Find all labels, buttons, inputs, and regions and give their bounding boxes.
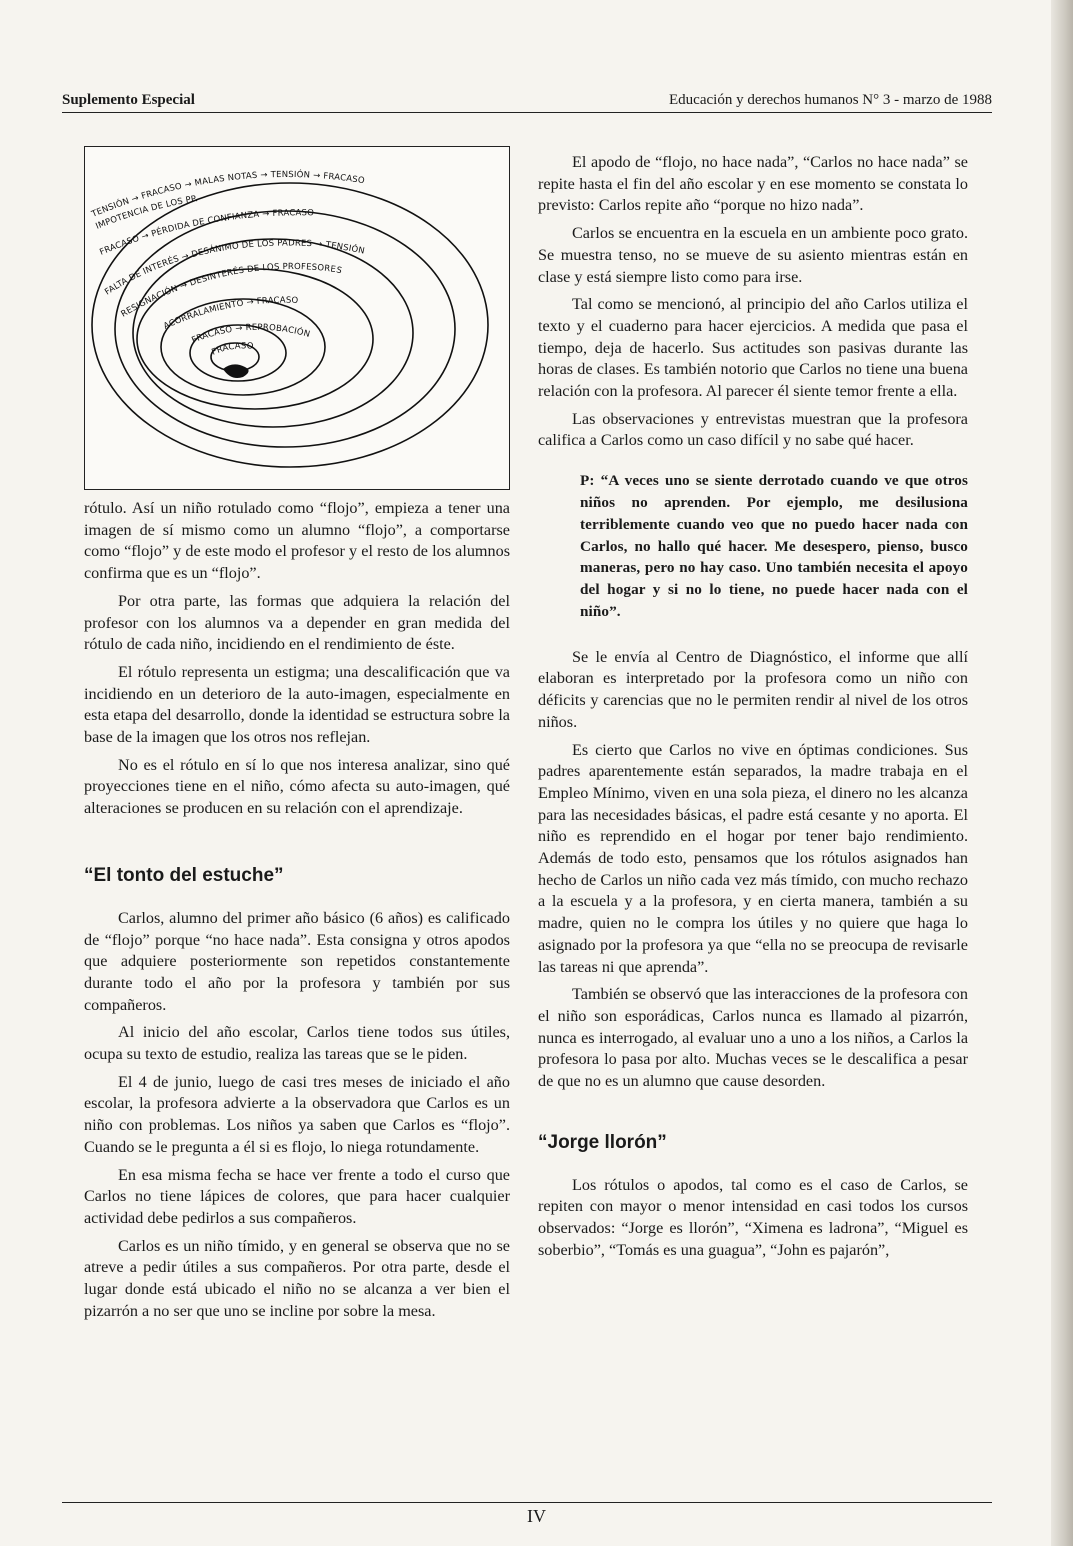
page-edge-shadow [1051, 0, 1073, 1546]
ring1-inner-label: IMPOTENCIA DE LOS PP. [94, 193, 199, 232]
left-paragraph-4: No es el rótulo en sí lo que nos interesa analizar, sino qué proyecciones tiene en el niño, cómo afecta su auto-imagen, qué alteraciones se producen en su relación con el aprendizaje. [84, 755, 510, 818]
header-left: Suplemento Especial [62, 92, 195, 108]
right-paragraph-4: Las observaciones y entrevistas muestran que la profesora califica a Carlos como un caso difícil y no sabe qué hacer. [538, 409, 968, 450]
left-section-paragraph-4: En esa misma fecha se hace ver frente a todo el curso que Carlos no tiene lápices de colores, que para hacer cualquier actividad debe pedirlos a sus compañeros. [84, 1165, 510, 1227]
ring6-label: FRACASO → REPROBACIÓN [190, 322, 312, 346]
spiral-ring-outer [92, 183, 488, 467]
spiral-center-mark [223, 364, 249, 378]
left-section-paragraph-2: Al inicio del año escolar, Carlos tiene todos sus útiles, ocupa su texto de estudio, realiza las tareas que se le piden. [84, 1023, 510, 1064]
right-column [538, 152, 968, 1268]
left-column [84, 498, 510, 1329]
left-paragraph-2: Por otra parte, las formas que adquiera la relación del profesor con los alumnos va a depender en gran medida del rótulo de cada niño, incidiendo en el rendimiento de éste. [84, 591, 510, 654]
spiral-diagram [84, 146, 510, 490]
right-paragraph-6: Es cierto que Carlos no vive en óptimas condiciones. Sus padres aparentemente están separados, la madre trabaja en el Empleo Mínimo, viven en una sola pieza, el dinero no les alcanza para las necesidades básicas, el padre está cesante y no aporta. El niño es reprendido en el hogar por tener bajo rendimiento. Además de todo esto, pensamos que los rótulos asignados han hecho de Carlos un niño cada vez más tímido, con mucho rechazo a la escuela y a la profesora, y en cierta manera, también a su madre, quien no le compra los útiles y no quiere que haga lo asignado por la profesora ya que “ella no se preocupa de revisarle las tareas ni que aprenda”. [538, 740, 968, 976]
left-section-paragraph-1: Carlos, alumno del primer año básico (6 años) es calificado de “flojo” porque “no hace nada”. Esta consigna y otros apodos que adquiere posteriormente son repetidos constantemente durante todo el año por la profesora y también por sus compañeros. [84, 908, 510, 1014]
left-paragraph-1: rótulo. Así un niño rotulado como “flojo”, empieza a tener una imagen de sí mismo como un alumno “flojo”, a comportarse como “flojo” y de este modo el profesor y el resto de los alumnos confirma que es un “flojo”. [84, 499, 510, 583]
ring7-label: FRACASO [210, 341, 254, 358]
right-paragraph-1: El apodo de “flojo, no hace nada”, “Carlos no hace nada” se repite hasta el fin del año escolar y en ese momento se constata lo previsto: Carlos repite año “porque no hizo nada”. [538, 153, 968, 215]
ring5-label: ACORRALAMIENTO → FRACASO [162, 295, 299, 332]
right-paragraph-2: Carlos se encuentra en la escuela en un ambiente poco grato. Se muestra tenso, no se mueve de su asiento mientras están en clase y está siempre listo como para irse. [538, 224, 968, 286]
right-section-paragraph-1: Los rótulos o apodos, tal como es el caso de Carlos, se repiten con mayor o menor intensidad en casi todos los cursos observados: “Jorge es llorón”, “Ximena es ladrona”, “Miguel es soberbio”, “Tomás es una guagua”, “John es pajarón”, [538, 1175, 968, 1259]
right-paragraph-5: Se le envía al Centro de Diagnóstico, el informe que allí elaboran es interpretado por la profesora como un niño con déficits y carencias que no le permiten rendir al nivel de los otros niños. [538, 647, 968, 731]
page-number: IV [527, 1506, 546, 1526]
ring1-label: TENSIÓN → FRACASO → MALAS NOTAS → TENSIÓN → FRACASO [90, 169, 366, 220]
section-title-tonto-del-estuche: “El tonto del estuche” [84, 864, 284, 886]
page-header [62, 92, 992, 113]
teacher-quote: P: “A veces uno se siente derrotado cuando ve que otros niños no aprenden. Por ejemplo, me desilusiona terriblemente cuando veo que no puedo hacer nada con Carlos, no hallo qué hacer. Me desespero, pienso, busco maneras, pero no hay caso. Uno también necesita el apoyo del hogar y si no lo tiene, no puede hacer nada con el niño”. [580, 472, 968, 620]
section-title-jorge-lloron: “Jorge llorón” [538, 1131, 667, 1153]
spiral-diagram-svg [85, 147, 509, 489]
left-section-paragraph-5: Carlos es un niño tímido, y en general se observa que no se atreve a pedir útiles a sus compañeros. Por otra parte, desde el lugar donde está ubicado el niño no se alcanza a ver bien el pizarrón a no ser que uno se incline por sobre la mesa. [84, 1236, 510, 1320]
left-section-paragraph-3: El 4 de junio, luego de casi tres meses de iniciado el año escolar, la profesora advierte a la observadora que Carlos es un niño con problemas. Los niños ya saben que Carlos es “flojo”. Cuando se le pregunta a él si es flojo, lo niega rotundamente. [84, 1072, 510, 1156]
ring3-label: FALTA DE INTERÉS → DESÁNIMO DE LOS PADRES → TENSIÓN [103, 238, 366, 298]
ring2-label: FRACASO → PÉRDIDA DE CONFIANZA → FRACASO [98, 208, 315, 258]
right-paragraph-3: Tal como se mencionó, al principio del año Carlos utiliza el texto y el cuaderno para hacer ejercicios. A medida que pasa el tiempo, deja de hacerlo. Sus actitudes son pasivas durante las horas de clases. Es también notorio que Carlos no tiene una buena relación con la profesora. Al parecer él siente temor frente a ella. [538, 295, 968, 401]
right-paragraph-7: También se observó que las interacciones de la profesora con el niño son esporádicas, Carlos nunca es llamado al pizarrón, nunca es interrogado, al evaluar uno a uno a los niños, a Carlos la profesora lo pasa por alto. Muchas veces se le descalifica a pesar de que no es un alumno que cause desorden. [538, 985, 968, 1091]
header-right: Educación y derechos humanos N° 3 - marzo de 1988 [669, 92, 992, 108]
ring4-label: RESIGNACIÓN → DESINTERÉS DE LOS PROFESORES [119, 261, 343, 320]
left-paragraph-3: El rótulo representa un estigma; una descalificación que va incidiendo en un deterioro de la auto-imagen, especialmente en esta etapa del desarrollo, donde la identidad se estructura sobre la base de la imagen que los otros nos reflejan. [84, 662, 510, 747]
footer-rule [62, 1502, 992, 1503]
